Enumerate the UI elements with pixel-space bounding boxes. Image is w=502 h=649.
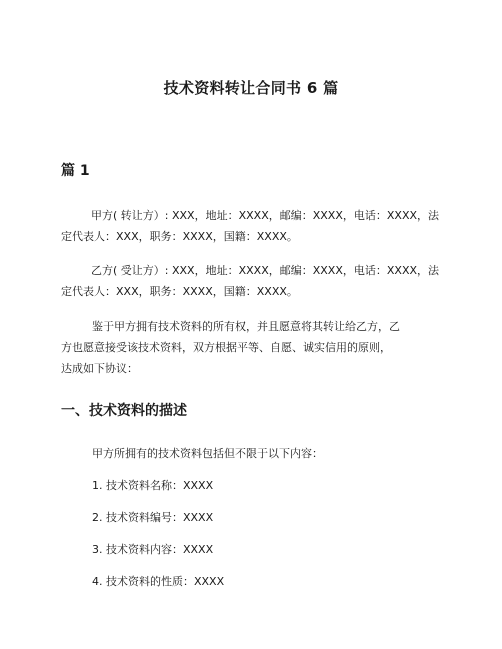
section-heading: 篇 1 xyxy=(61,163,90,179)
list-item: 2. 技术资料编号：XXXX xyxy=(92,511,214,524)
preamble-line: 达成如下协议： xyxy=(61,362,138,375)
list-item: 4. 技术资料的性质：XXXX xyxy=(92,575,225,588)
party-a-text: 甲方( 转让方）: XXX，地址：XXXX，邮编：XXXX，电话：XXXX，法定代表人：XXX，职务：XXXX，国籍：XXXX。 xyxy=(61,209,440,243)
list-item: 3. 技术资料内容：XXXX xyxy=(92,543,214,556)
list-item: 1. 技术资料名称：XXXX xyxy=(92,479,214,492)
intro-text: 甲方所拥有的技术资料包括但不限于以下内容： xyxy=(92,447,323,460)
party-b-text: 乙方( 受让方）: XXX，地址：XXXX，邮编：XXXX，电话：XXXX，法定代表人：XXX，职务：XXXX，国籍：XXXX。 xyxy=(61,264,440,298)
party-b-paragraph xyxy=(61,260,441,302)
subsection-heading: 一、技术资料的描述 xyxy=(61,403,187,419)
preamble-line: 方也愿意接受该技术资料，双方根据平等、自愿、诚实信用的原则， xyxy=(61,341,391,354)
document-title: 技术资料转让合同书 6 篇 xyxy=(163,79,339,97)
party-a-paragraph xyxy=(61,205,441,247)
preamble-line: 鉴于甲方拥有技术资料的所有权，并且愿意将其转让给乙方，乙 xyxy=(92,320,400,333)
